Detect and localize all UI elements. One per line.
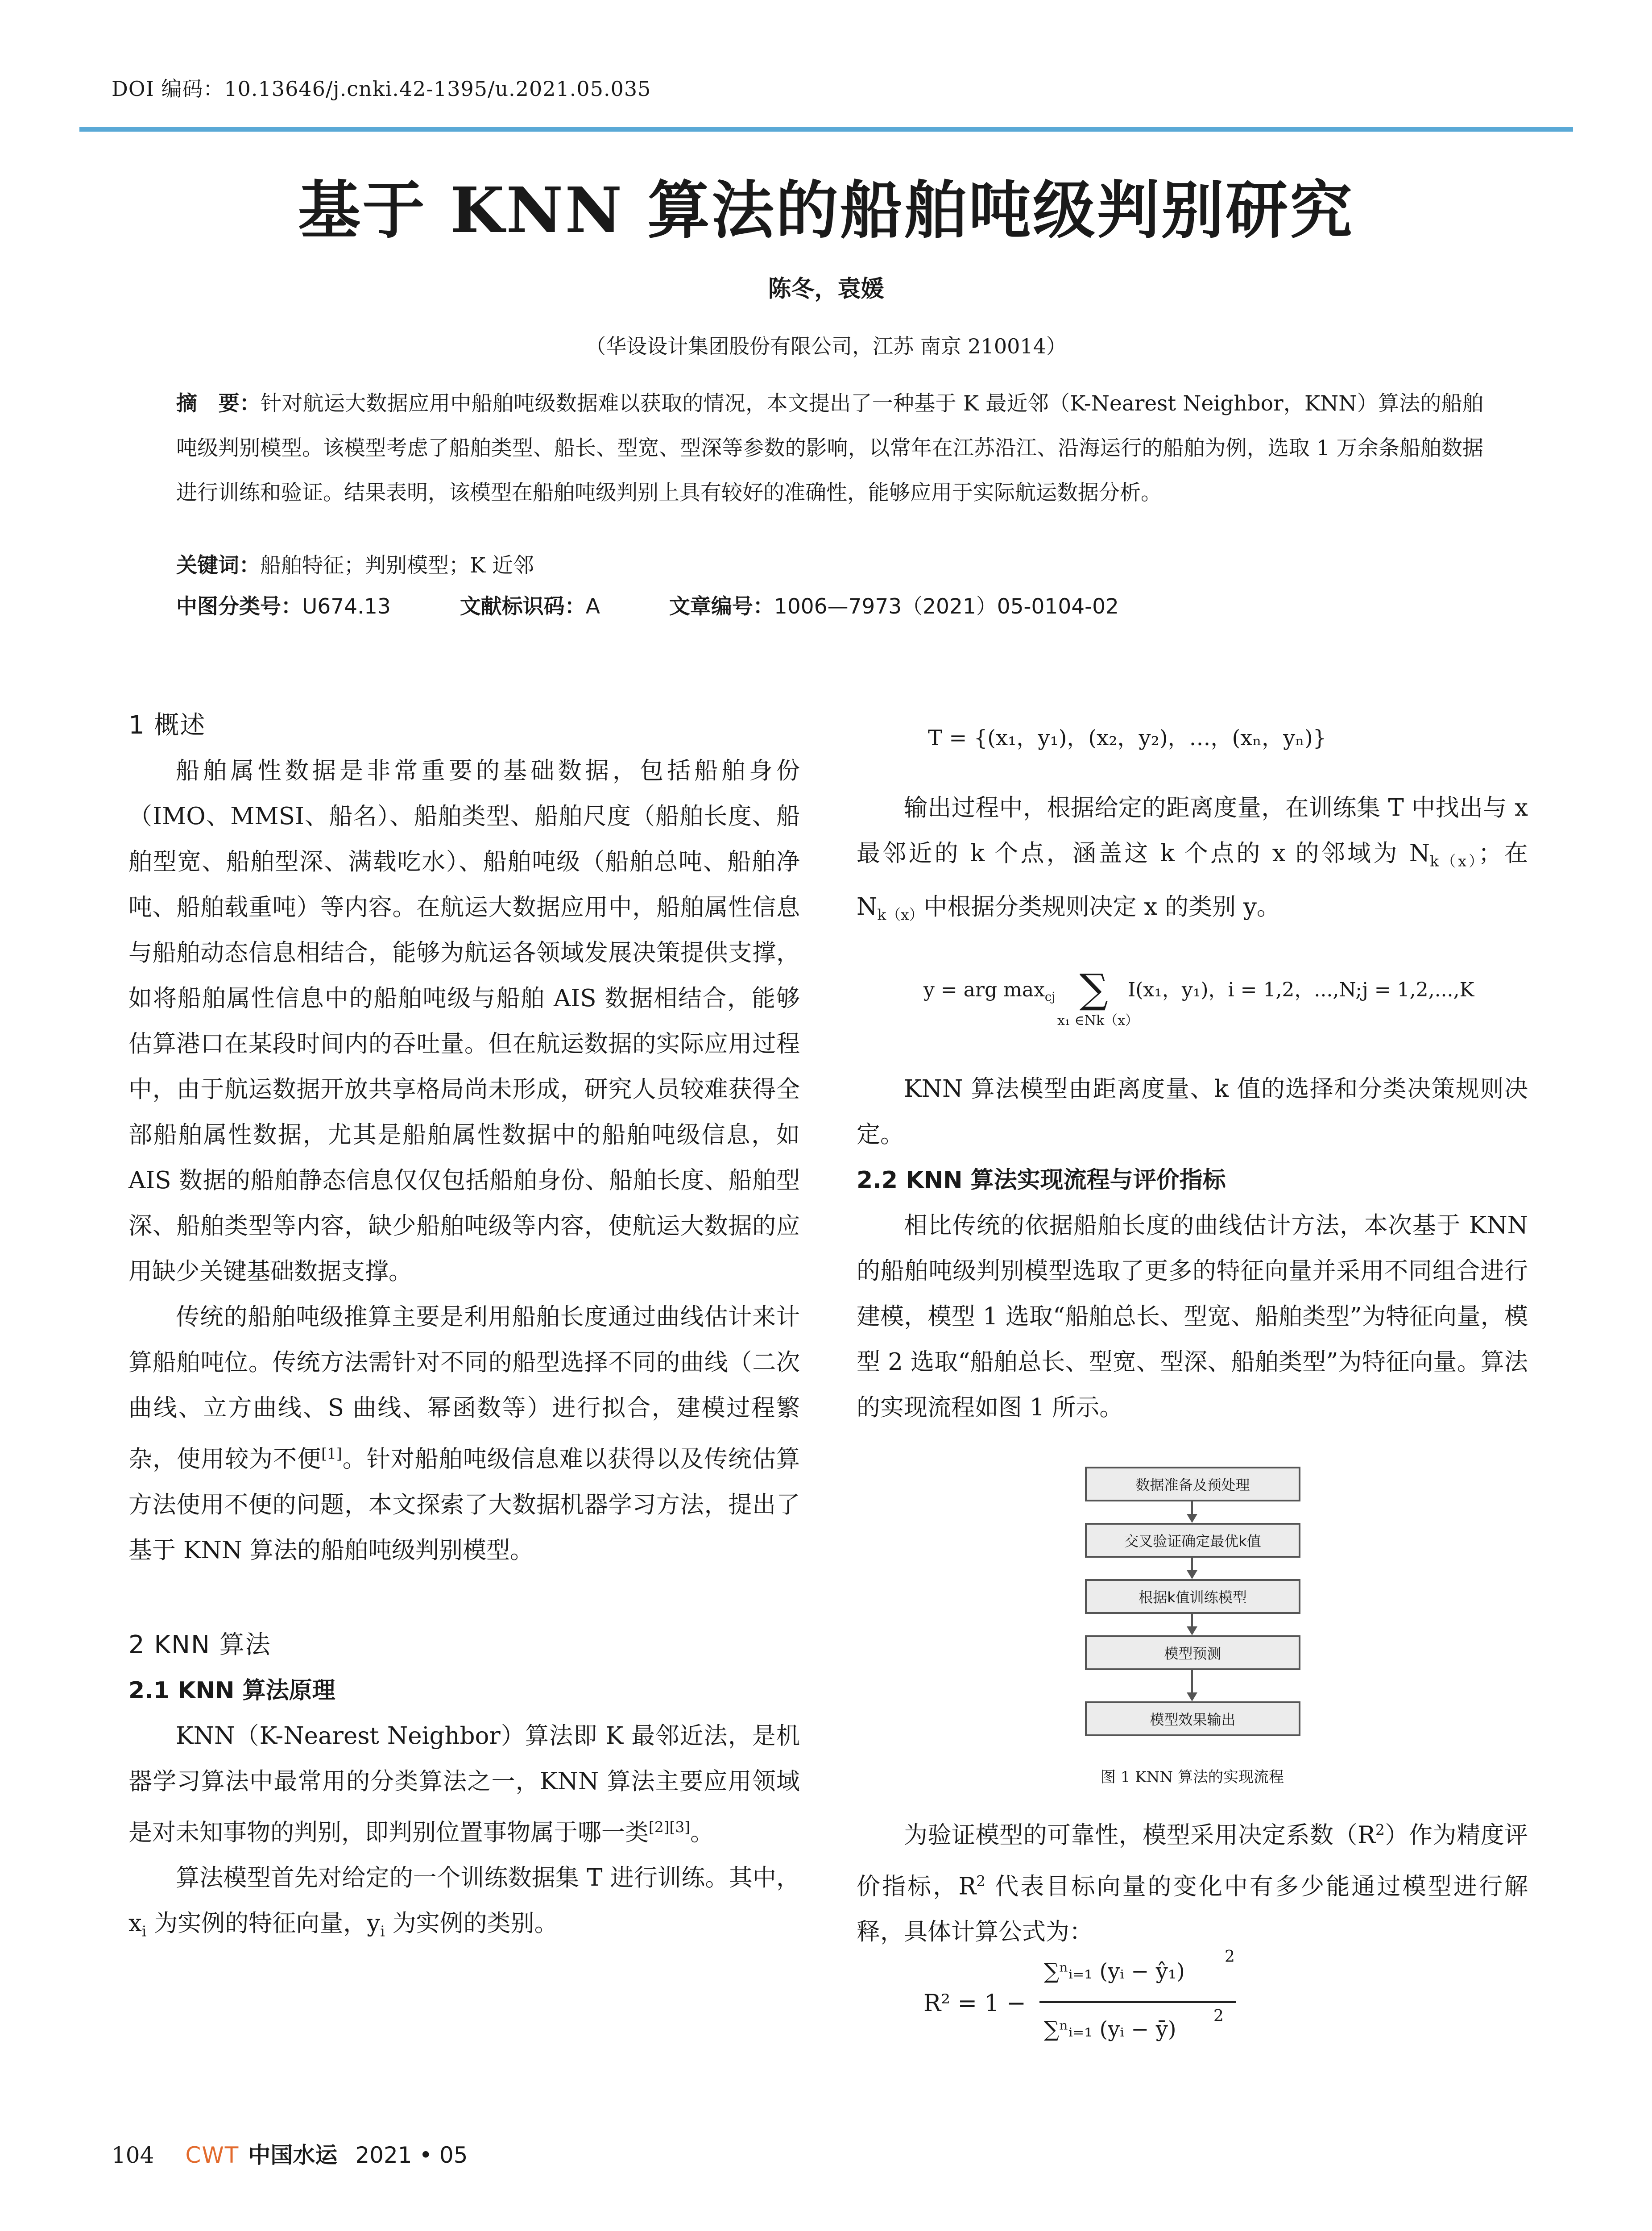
right-column-top [857,785,1528,937]
sigma-symbol: ∑ [1079,966,1108,1012]
section-2-2-heading: 2.2 KNN 算法实现流程与评价指标 [857,1167,1226,1194]
r2-fraction-bar [1039,2001,1236,2003]
doi-line: DOI 编码：10.13646/j.cnki.42-1395/u.2021.05.035 [112,77,651,101]
article-meta [176,590,1181,620]
article-number-value: 1006—7973（2021）05-0104-02 [774,594,1119,619]
citation-1: [1] [321,1445,342,1462]
paragraph-knn-model: KNN 算法模型由距离度量、k 值的选择和分类决策规则决定。 [857,1075,1528,1148]
flow-step-3: 根据k值训练模型 [1085,1579,1300,1614]
affiliation: （华设设计集团股份有限公司，江苏 南京 210014） [585,334,1067,358]
abstract-text: 针对航运大数据应用中船舶吨级数据难以获取的情况，本文提出了一种基于 K 最近邻（K-Nearest Neighbor，KNN）算法的船舶吨级判别模型。该模型考虑了船舶类型、船长、型宽、型深等参数的影响，以常年在江苏沿江、沿海运行的船舶为例，选取 1 万余条船舶数据进行训练和验证。结果表明，该模型在船舶吨级判别上具有较好的准确性，能够应用于实际航运数据分析。 [176,391,1484,505]
r2-numerator-exp: 2 [1225,1948,1235,1966]
paragraph-r2-intro: 为验证模型的可靠性，模型采用决定系数$(R^2)$作为精度评价指标，$R^2$ 代表目标向量的变化中有多少能通过模型进行解释，具体计算公式为： [857,1821,1528,1946]
section-2-1-paragraph-1: KNN（K-Nearest Neighbor）算法即 K 最邻近法，是机器学习算法中最常用的分类算法之一，KNN 算法主要应用领域是对未知事物的判别，即判别位置事物属于哪一类[2][3]。 [128,1722,800,1846]
clc-label: 中图分类号： [176,594,302,619]
section-1-paragraph-2: 传统的船舶吨级推算主要是利用船舶长度通过曲线估计来计算船舶吨位。传统方法需针对不同的船型选择不同的曲线（二次曲线、立方曲线、S 曲线、幂函数等）进行拟合，建模过程繁杂，使用较为不便[1]。针对船舶吨级信息难以获得以及传统估算方法使用不便的问题，本文探索了大数据机器学习方法，提出了基于 KNN 算法的船舶吨级判别模型。 [128,1303,800,1564]
paper-title: 基于 KNN 算法的船舶吨级判别研究 [298,174,1354,247]
paragraph-flow-intro: 相比传统的依据船舶长度的曲线估计方法，本次基于 KNN 的船舶吨级判别模型选取了更多的特征向量并采用不同组合进行建模，模型 1 选取“船舶总长、型宽、船舶类型”为特征向量，模型 2 选取“船舶总长、型宽、型深、船舶类型”为特征向量。算法的实现流程如图 1 所示。 [857,1212,1528,1421]
header-rule [79,127,1573,132]
r2-lhs: R² = 1 − [923,1990,1026,2017]
keywords-label: 关键词： [176,553,260,578]
page-number: 104 [112,2142,154,2168]
section-1-paragraph-1: 船舶属性数据是非常重要的基础数据，包括船舶身份（IMO、MMSI、船名）、船舶类型、船舶尺度（船舶长度、船舶型宽、船舶型深、满载吃水）、船舶吨级（船舶总吨、船舶净吨、船舶载重吨）等内容。在航运大数据应用中，船舶属性信息与船舶动态信息相结合，能够为航运各领域发展决策提供支撑，如将船舶属性信息中的船舶吨级与船舶 AIS 数据相结合，能够估算港口在某段时间内的吞吐量。但在航运数据的实际应用过程中，由于航运数据开放共享格局尚未形成，研究人员较难获得全部船舶属性数据，尤其是船舶属性数据中的船舶吨级信息，如 AIS 数据的船舶静态信息仅仅包括船舶身份、船舶长度、船舶型深、船舶类型等内容，缺少船舶吨级等内容，使航运大数据的应用缺少关键基础数据支撑。 [128,757,800,1285]
clc-value: U674.13 [302,594,391,619]
flow-arrowhead-2 [1187,1570,1197,1579]
flow-arrow-4 [1191,1670,1193,1693]
classification-formula: y = arg $\max_{cj}$ ∑ I(x₁，y₁)，i = 1,2，...,N;j = 1,2,...,K [923,966,1474,1012]
right-column-mid [857,1066,1528,1431]
flow-arrowhead-1 [1187,1514,1197,1523]
keywords-text: 船舶特征；判别模型；K 近邻 [260,553,534,578]
doc-code-label: 文献标识码： [460,594,586,619]
section-1-heading: 1 概述 [128,711,206,740]
right-column-bottom [857,1807,1528,1955]
flow-arrowhead-4 [1187,1692,1197,1701]
figure-1-caption: 图 1 KNN 算法的实现流程 [1101,1768,1284,1786]
section-2-1-paragraph-2: 算法模型首先对给定的一个训练数据集 T 进行训练。其中，$x_i$ 为实例的特征向量，$y_i$ 为实例的类别。 [128,1864,800,1940]
paragraph-output-process: 输出过程中，根据给定的距离度量，在训练集 T 中找出与 x 最邻近的 k 个点，涵盖这 k 个点的 x 的邻域为 $N_{k(x)}$；在 $N_{k(x)}$中根据分类规则决定 x 的类别 y。 [857,794,1528,924]
training-set-formula: T = {(x₁，y₁)，(x₂，y₂)，…，(xₙ，yₙ)} [928,726,1327,751]
keywords [176,549,534,579]
flow-arrow-1 [1191,1501,1193,1515]
r2-numerator: ∑ⁿᵢ₌₁ (yᵢ − ŷ₁) [1044,1959,1185,1984]
journal-issue: 2021 • 05 [355,2142,468,2168]
flow-arrowhead-3 [1187,1626,1197,1635]
r2-denominator: ∑ⁿᵢ₌₁ (yᵢ − ȳ) [1044,2017,1176,2042]
flow-step-1: 数据准备及预处理 [1085,1467,1300,1501]
flow-arrow-2 [1191,1558,1193,1571]
r2-denominator-exp: 2 [1213,2007,1224,2025]
flow-step-2: 交叉验证确定最优k值 [1085,1523,1300,1558]
page-footer [112,2137,468,2169]
journal-name: 中国水运 [248,2142,338,2168]
flow-step-5: 模型效果输出 [1085,1701,1300,1736]
left-column [128,703,800,1954]
sigma-subscript: x₁ ∈Nk（x） [1057,1013,1139,1028]
flow-step-4: 模型预测 [1085,1635,1300,1670]
flow-arrow-3 [1191,1614,1193,1627]
citation-2-3: [2][3] [649,1818,691,1836]
doc-code-value: A [585,594,600,619]
article-number-label: 文章编号： [669,594,774,619]
section-2-1-heading: 2.1 KNN 算法原理 [128,1677,335,1704]
journal-brand: CWT [185,2142,240,2168]
abstract-label: 摘 要： [176,391,261,416]
abstract [176,382,1483,515]
section-2-heading: 2 KNN 算法 [128,1630,271,1659]
authors: 陈冬，袁媛 [768,276,884,303]
